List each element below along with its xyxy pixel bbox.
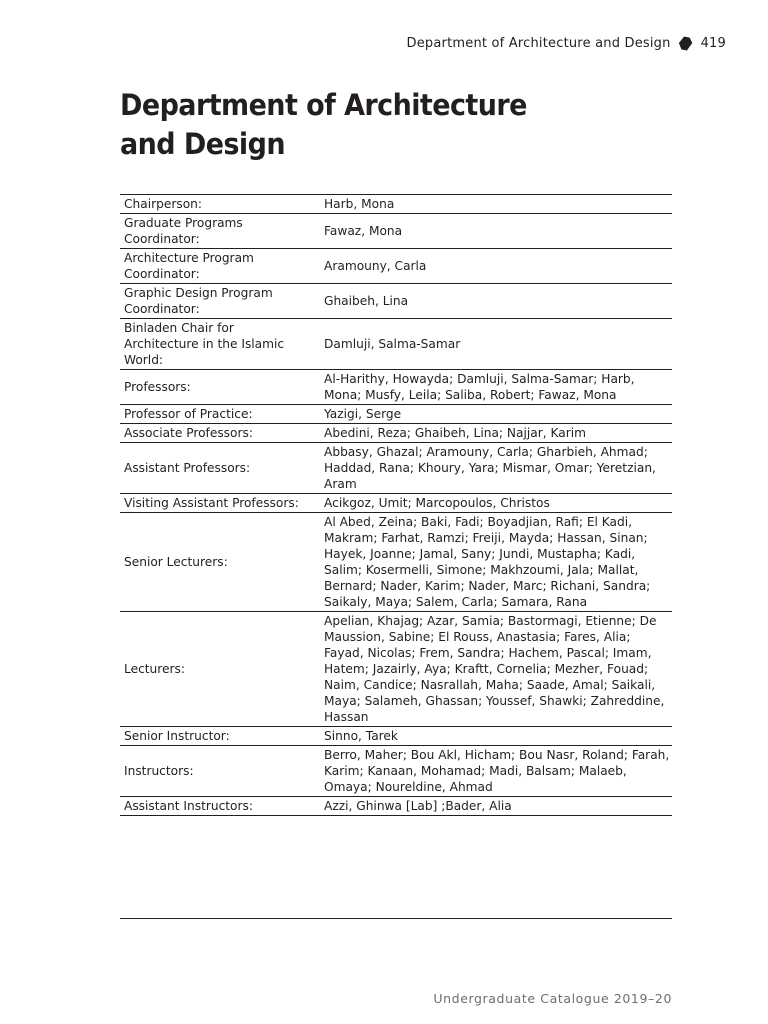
table-row <box>120 746 672 797</box>
table-row <box>120 284 672 319</box>
staff-table <box>120 194 672 816</box>
staff-names: Al Abed, Zeina; Baki, Fadi; Boyadjian, Rafi; El Kadi, Makram; Farhat, Ramzi; Freiji, Mayda; Hassan, Sinan; Hayek, Joanne; Jamal, Sany; Jundi, Mustapha; Kadi, Salim; Kosermelli, Simone; Makhzoumi, Jala; Mallat, Bernard; Nader, Karim; Nader, Marc; Richani, Sandra; Saikaly, Maya; Salem, Carla; Samara, Rana <box>320 513 672 612</box>
page-number: 419 <box>700 36 726 51</box>
staff-role: Chairperson: <box>120 195 320 214</box>
staff-names: Ghaibeh, Lina <box>320 284 672 319</box>
page-title-line1: Department of Architecture <box>120 88 527 122</box>
diamond-icon <box>678 36 693 51</box>
staff-role: Assistant Instructors: <box>120 797 320 816</box>
table-row <box>120 797 672 816</box>
staff-role: Graphic Design Program Coordinator: <box>120 284 320 319</box>
table-row <box>120 405 672 424</box>
staff-role: Graduate Programs Coordinator: <box>120 214 320 249</box>
table-row <box>120 424 672 443</box>
staff-role: Assistant Professors: <box>120 443 320 494</box>
table-row <box>120 249 672 284</box>
staff-names: Apelian, Khajag; Azar, Samia; Bastormagi, Etienne; De Maussion, Sabine; El Rouss, Anastasia; Fares, Alia; Fayad, Nicolas; Frem, Sandra; Hachem, Pascal; Imam, Hatem; Jazairly, Aya; Kraftt, Cornelia; Mezher, Fouad; Naim, Candice; Nasrallah, Maha; Saade, Amal; Saikali, Maya; Salameh, Ghassan; Youssef, Shawki; Zahreddine, Hassan <box>320 612 672 727</box>
staff-role: Professors: <box>120 370 320 405</box>
staff-role: Associate Professors: <box>120 424 320 443</box>
staff-names: Sinno, Tarek <box>320 727 672 746</box>
staff-names: Berro, Maher; Bou Akl, Hicham; Bou Nasr, Roland; Farah, Karim; Kanaan, Mohamad; Madi, Balsam; Malaeb, Omaya; Noureldine, Ahmad <box>320 746 672 797</box>
staff-role: Binladen Chair for Architecture in the Islamic World: <box>120 319 320 370</box>
table-row <box>120 727 672 746</box>
staff-names: Abedini, Reza; Ghaibeh, Lina; Najjar, Karim <box>320 424 672 443</box>
staff-role: Senior Lecturers: <box>120 513 320 612</box>
table-row <box>120 612 672 727</box>
page-title-line2: and Design <box>120 127 286 161</box>
staff-names: Abbasy, Ghazal; Aramouny, Carla; Gharbieh, Ahmad; Haddad, Rana; Khoury, Yara; Mismar, Omar; Yeretzian, Aram <box>320 443 672 494</box>
table-row <box>120 195 672 214</box>
staff-role: Architecture Program Coordinator: <box>120 249 320 284</box>
staff-names: Al-Harithy, Howayda; Damluji, Salma-Samar; Harb, Mona; Musfy, Leila; Saliba, Robert; Fawaz, Mona <box>320 370 672 405</box>
staff-role: Lecturers: <box>120 612 320 727</box>
table-row <box>120 494 672 513</box>
staff-names: Harb, Mona <box>320 195 672 214</box>
staff-role: Visiting Assistant Professors: <box>120 494 320 513</box>
staff-role: Instructors: <box>120 746 320 797</box>
staff-names: Damluji, Salma-Samar <box>320 319 672 370</box>
staff-names: Yazigi, Serge <box>320 405 672 424</box>
staff-table-body <box>120 195 672 816</box>
staff-names: Fawaz, Mona <box>320 214 672 249</box>
table-row <box>120 513 672 612</box>
running-header <box>407 36 726 51</box>
table-row <box>120 319 672 370</box>
table-row <box>120 443 672 494</box>
staff-names: Aramouny, Carla <box>320 249 672 284</box>
table-row <box>120 214 672 249</box>
bottom-rule <box>120 918 672 919</box>
staff-names: Acikgoz, Umit; Marcopoulos, Christos <box>320 494 672 513</box>
running-footer: Undergraduate Catalogue 2019–20 <box>433 991 672 1006</box>
staff-role: Professor of Practice: <box>120 405 320 424</box>
staff-names: Azzi, Ghinwa [Lab] ;Bader, Alia <box>320 797 672 816</box>
staff-role: Senior Instructor: <box>120 727 320 746</box>
page-title <box>120 86 641 164</box>
table-row <box>120 370 672 405</box>
running-header-section: Department of Architecture and Design <box>406 36 671 51</box>
